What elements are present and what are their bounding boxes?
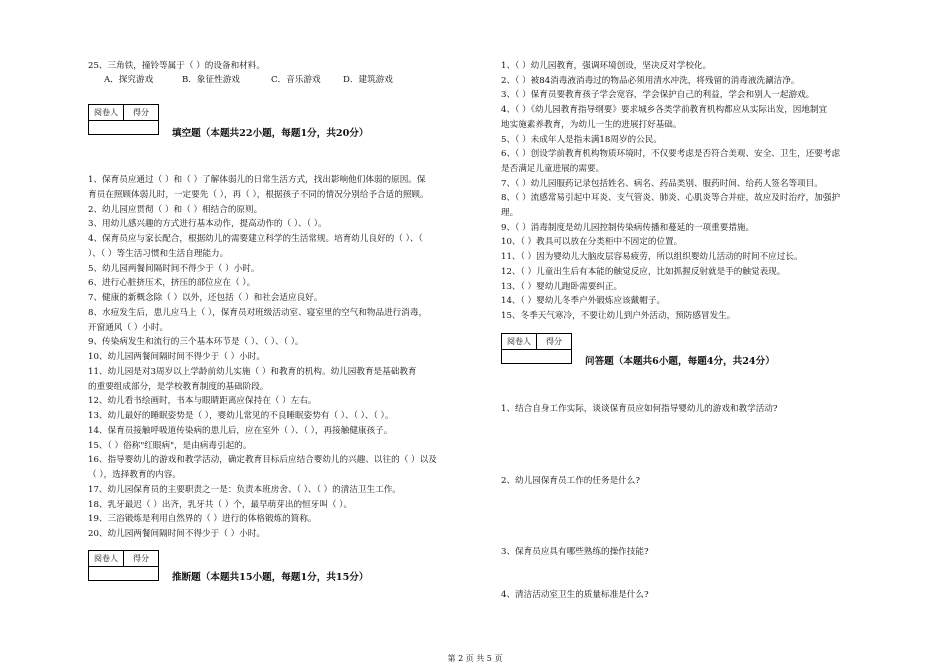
page-footer: 第 2 页 共 5 页 <box>447 654 503 663</box>
fill-question-line: 12、幼儿看书绘画时，书本与眼睛距离应保持在（ ）左右。 <box>88 396 317 407</box>
judge-question-line: 11、（ ）因为婴幼儿大脑皮层容易疲劳，所以组织婴幼儿活动的时间不应过长。 <box>501 252 803 263</box>
fill-question-line: 9、传染病发生和流行的三个基本环节是（ ）、（ ）、（ ）。 <box>88 337 304 348</box>
fill-question-line: 14、保育员接触呼吸道传染病的患儿后，应在室外（ ）、（ ），再接触健康孩子。 <box>88 425 393 436</box>
fill-question-line: 13、幼儿最好的睡眠姿势是（ ），婴幼儿常见的不良睡眠姿势有（ ）、（ ）、（ ）。 <box>88 411 394 421</box>
question-25-option-c: C．音乐游戏 <box>271 75 321 85</box>
score-label: 得分 <box>123 551 158 566</box>
judge-question-line: 5、（ ）未成年人是指未满18周岁的公民。 <box>501 134 662 145</box>
judge-question-line: 4、（ ）《幼儿园教育指导纲要》要求城乡各类学前教育机构都应从实际出发，因地制宜 <box>501 105 828 116</box>
judge-question-line: 地实施素养教育，为幼儿一生的进展打好基础。 <box>501 119 682 130</box>
reviewer-label: 阅卷人 <box>507 337 531 346</box>
fill-question-line: ）、（ ）等生活习惯和生活自理能力。 <box>88 248 229 259</box>
fill-section-title: 填空题（本题共22小题，每题1分，共20分） <box>172 128 369 139</box>
judge-question-line: 9、（ ）消毒制度是幼儿园控制传染病传播和蔓延的一项重要措施。 <box>501 222 755 233</box>
qa-question-1: 1、结合自身工作实际，谈谈保育员应如何指导婴幼儿的游戏和教学活动? <box>501 404 778 414</box>
fill-question-line: 育员在照顾体弱儿时，一定要先（ ），再（ ），根据孩子不同的情况分别给予合适的照顾。 <box>88 189 429 200</box>
reviewer-label: 阅卷人 <box>94 554 118 563</box>
fill-question-line: 4、保育员应与家长配合，根据幼儿的需要建立科学的生活常规。培育幼儿良好的（ ）、（ <box>88 234 423 244</box>
judge-question-line: 7、（ ）幼儿园服药记录包括姓名、病名、药品类别、服药时间、给药人签名等项目。 <box>501 178 823 189</box>
fill-question-line: 16、指导婴幼儿的游戏和教学活动，确定教育目标后应结合婴幼儿的兴趣、以往的（ ）以及 <box>88 455 437 466</box>
judge-section-title: 推断题（本题共15小题，每题1分，共15分） <box>172 572 369 583</box>
judge-question-line: 13、（ ）婴幼儿跑卧需要纠正。 <box>501 281 623 292</box>
judge-question-line: 14、（ ）婴幼儿冬季户外锻炼应该戴帽子。 <box>501 296 666 307</box>
score-box-fill <box>88 104 159 121</box>
qa-question-3: 3、保育员应具有哪些熟练的操作技能? <box>501 547 649 557</box>
judge-question-line: 10、（ ）教具可以放在分类柜中不固定的位置。 <box>501 237 683 248</box>
judge-question-line: 8、（ ）流感常易引起中耳炎、支气管炎、肺炎、心肌炎等合并症，故应及时治疗，加强护 <box>501 193 841 204</box>
fill-question-line: 18、乳牙最迟（ ）出齐，乳牙共（ ）个，最早萌芽出的恒牙叫（ ）。 <box>88 499 353 510</box>
qa-section-title: 问答题（本题共6小题，每题4分，共24分） <box>585 356 775 367</box>
fill-question-line: 15、（ ）俗称"红眼病"，是由病毒引起的。 <box>88 440 252 451</box>
qa-question-2: 2、幼儿园保育员工作的任务是什么? <box>501 476 640 486</box>
judge-question-line: 3、（ ）保育员要教育孩子学会宽容，学会保护自己的利益，学会和别人一起游戏。 <box>501 90 815 101</box>
judge-question-line: 12、（ ）儿童出生后有本能的触觉反应，比如抓握反射就是手的触觉表现。 <box>501 266 786 277</box>
fill-question-line: 11、幼儿园是对3周岁以上学龄前幼儿实施（ ）和教育的机构。幼儿园教育是基础教育 <box>88 366 417 377</box>
score-box-qa <box>501 333 572 350</box>
fill-question-line: 开窗通风（ ）小时。 <box>88 322 169 333</box>
fill-question-line: 3、用幼儿感兴趣的方式进行基本动作，提高动作的（ ）、（ ）。 <box>88 219 327 230</box>
question-25-stem: 25、三角铁，撞铃等属于（ ）的设备和材料。 <box>88 61 265 71</box>
fill-question-line: （ ），选择教育的内容。 <box>88 470 181 480</box>
fill-question-line: 的重要组成部分，是学校教育制度的基础阶段。 <box>88 381 269 392</box>
fill-question-line: 6、进行心脏挤压术，挤压的部位应在（ ）。 <box>88 278 256 289</box>
fill-question-line: 7、健康的新概念除（ ）以外，还包括（ ）和社会适应良好。 <box>88 293 323 303</box>
fill-question-line: 20、幼儿园两餐间隔时间不得少于（ ）小时。 <box>88 529 265 539</box>
question-25-option-b: B．象征性游戏 <box>182 75 240 85</box>
fill-question-line: 1、保育员应通过（ ）和（ ）了解体弱儿的日常生活方式，找出影响他们体弱的原因。保 <box>88 175 426 185</box>
judge-question-line: 1、（ ）幼儿园教育，强调环境创设，坚决反对学校化。 <box>501 61 712 71</box>
fill-question-line: 2、幼儿园应贯彻（ ）和（ ）相结合的原则。 <box>88 204 263 215</box>
fill-question-line: 5、幼儿园两餐间隔时间不得少于（ ）小时。 <box>88 263 260 274</box>
judge-question-line: 是否满足儿童进展的需要。 <box>501 163 605 174</box>
judge-question-line: 理。 <box>501 208 519 218</box>
score-label: 得分 <box>123 105 158 120</box>
fill-question-line: 17、幼儿园保育员的主要职责之一是：负责本班房舍、（ ）、（ ）的清洁卫生工作。 <box>88 484 401 495</box>
judge-question-line: 15、冬季天气寒冷，不要让幼儿到户外活动，预防感冒发生。 <box>501 310 736 321</box>
score-box-judge <box>88 550 159 567</box>
judge-question-line: 2、（ ）被84消毒液消毒过的物品必须用清水冲洗，将残留的消毒液洗涮洁净。 <box>501 75 800 86</box>
fill-question-line: 8、水痘发生后，患儿应马上（ ），保育员对班级活动室、寝室里的空气和物品进行消毒， <box>88 307 428 318</box>
fill-question-line: 10、幼儿园两餐间隔时间不得少于（ ）小时。 <box>88 352 265 362</box>
question-25-option-a: A．探究游戏 <box>104 75 154 85</box>
reviewer-label: 阅卷人 <box>94 108 118 117</box>
judge-question-line: 6、（ ）创设学前教育机构物质环境时，不仅要考虑是否符合美观、安全、卫生，还要考虑 <box>501 149 841 160</box>
fill-question-line: 19、三浴锻炼是利用自然界的（ ）进行的体格锻炼的简称。 <box>88 514 317 525</box>
question-25-option-d: D．建筑游戏 <box>343 75 393 85</box>
qa-question-4: 4、清洁活动室卫生的质量标准是什么? <box>501 590 649 600</box>
score-label: 得分 <box>536 334 571 349</box>
